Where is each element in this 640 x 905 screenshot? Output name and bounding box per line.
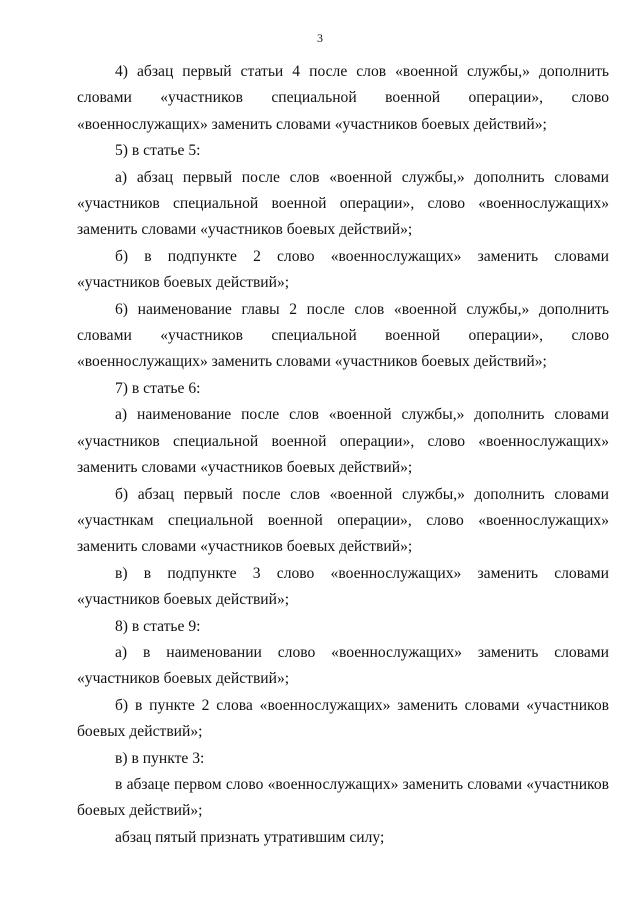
paragraph-subitem-5b: б) в подпункте 2 слово «военнослужащих» заменить словами «участников боевых действий»; <box>77 247 609 292</box>
paragraph-subitem-8v-first: в абзаце первом слово «военнослужащих» заменить словами «участников боевых действий»; <box>77 775 609 820</box>
paragraph-subitem-7a: а) наименование после слов «военной службы,» дополнить словами «участников специальной военной операции», слово «военнослужащих» заменить словами «участников боевых действий»; <box>77 406 609 477</box>
paragraph-subitem-8v-fifth: абзац пятый признать утратившим силу; <box>115 828 385 846</box>
paragraph-subitem-7b: б) абзац первый после слов «военной службы,» дополнить словами «участнкам специальной военной операции», слово «военнослужащих» заменить словами «участников боевых действий»; <box>77 485 609 556</box>
paragraph-item-6: 6) наименование главы 2 после слов «военной службы,» дополнить словами «участников специальной военной операции», слово «военнослужащих» заменить словами «участников боевых действий»; <box>77 300 609 371</box>
paragraph-subitem-8a: а) в наименовании слово «военнослужащих» заменить словами «участников боевых действий»; <box>77 643 609 688</box>
document-body <box>77 59 609 851</box>
paragraph-item-5: 5) в статье 5: <box>115 142 201 160</box>
paragraph-subitem-5a: а) абзац первый после слов «военной службы,» дополнить словами «участников специальной военной операции», слово «военнослужащих» заменить словами «участников боевых действий»; <box>77 168 609 239</box>
paragraph-subitem-8b: б) в пункте 2 слова «военнослужащих» заменить словами «участников боевых действий»; <box>77 696 609 741</box>
paragraph-subitem-7v: в) в подпункте 3 слово «военнослужащих» заменить словами «участников боевых действий»; <box>77 564 609 609</box>
page-number: 3 <box>317 31 323 45</box>
paragraph-subitem-8v: в) в пункте 3: <box>115 749 205 767</box>
paragraph-item-7: 7) в статье 6: <box>115 379 201 397</box>
paragraph-item-4: 4) абзац первый статьи 4 после слов «военной службы,» дополнить словами «участников специальной военной операции», слово «военнослужащих» заменить словами «участников боевых действий»; <box>77 63 609 133</box>
paragraph-item-8: 8) в статье 9: <box>115 617 201 635</box>
